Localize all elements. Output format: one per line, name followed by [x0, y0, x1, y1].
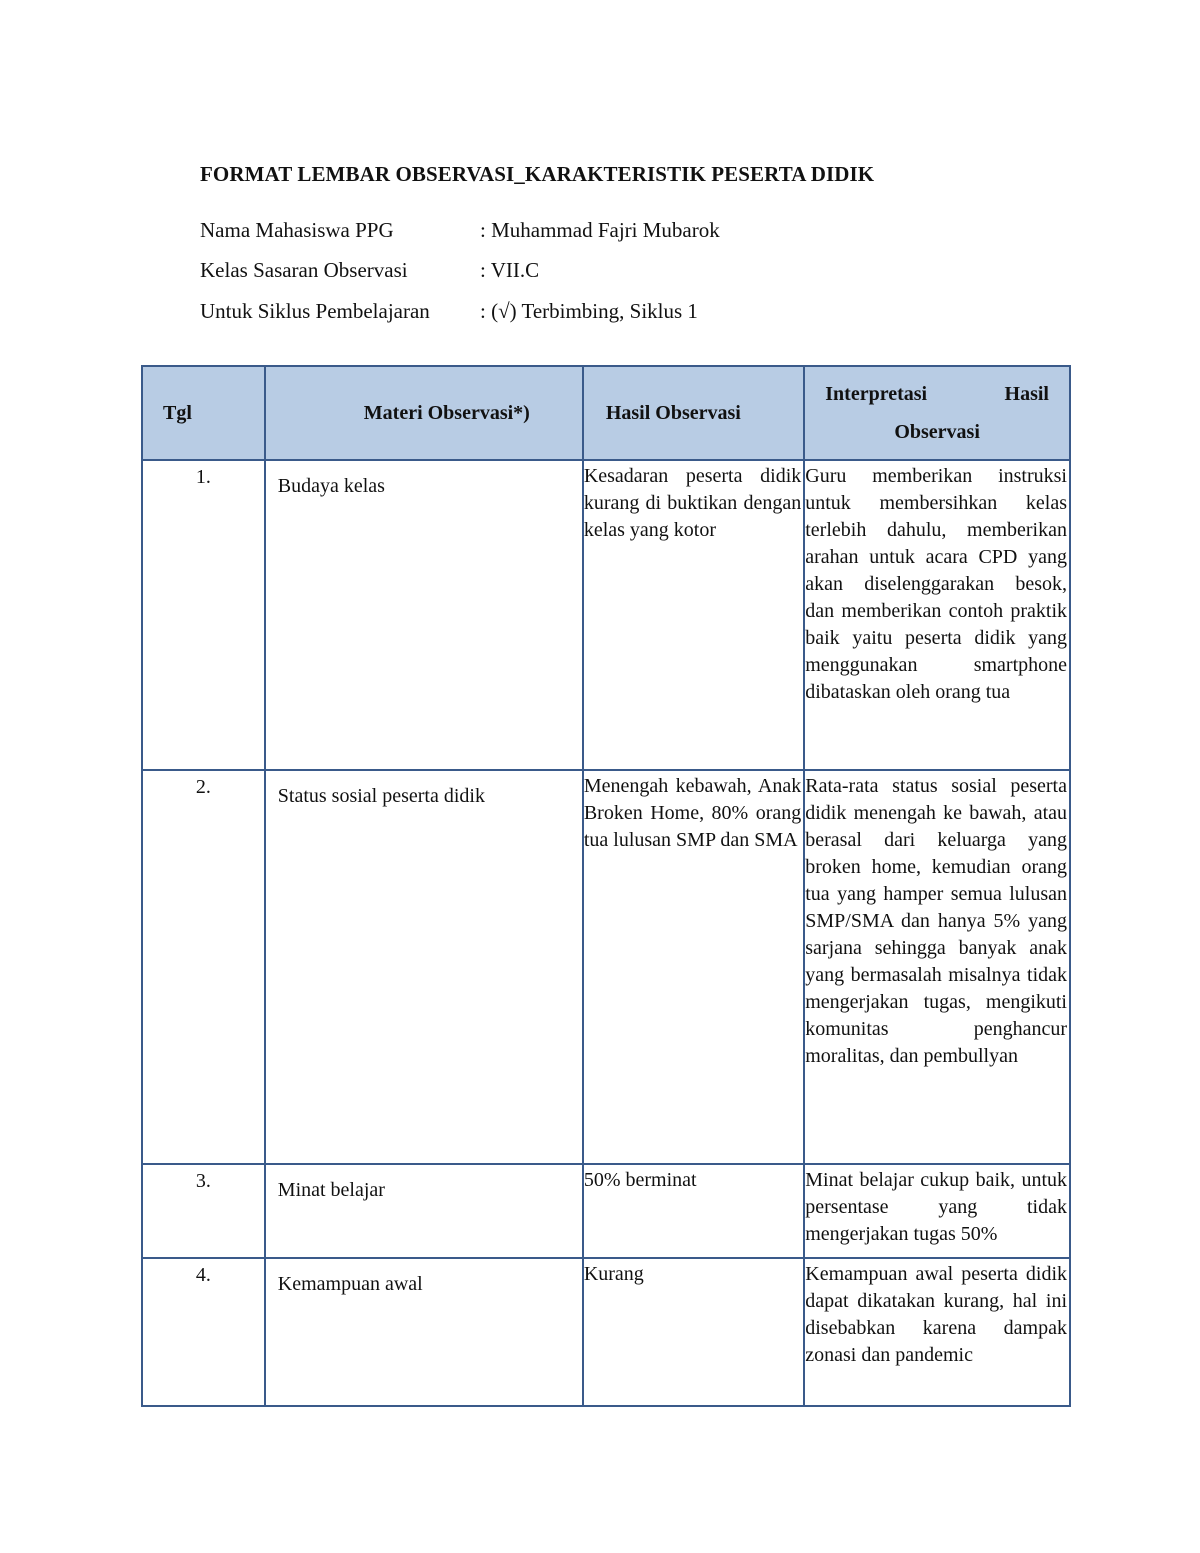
- info-value: : (√) Terbimbing, Siklus 1: [480, 299, 698, 323]
- row-hasil: Kurang: [583, 1258, 804, 1406]
- table-header-row: [142, 366, 1070, 460]
- header-materi: Materi Observasi*): [265, 366, 583, 460]
- header-tgl: Tgl: [142, 366, 265, 460]
- row-number: 3.: [142, 1164, 265, 1258]
- table-row: [142, 1258, 1070, 1406]
- row-hasil: Menengah kebawah, Anak Broken Home, 80% orang tua lulusan SMP dan SMA: [583, 770, 804, 1164]
- info-label: Untuk Siklus Pembelajaran: [200, 299, 430, 323]
- row-hasil: Kesadaran peserta didik kurang di buktikan dengan kelas yang kotor: [583, 460, 804, 770]
- row-materi: Budaya kelas: [265, 460, 583, 770]
- row-hasil: 50% berminat: [583, 1164, 804, 1258]
- row-materi: Status sosial peserta didik: [265, 770, 583, 1164]
- info-label: Kelas Sasaran Observasi: [200, 258, 408, 282]
- row-materi: Kemampuan awal: [265, 1258, 583, 1406]
- row-number: 1.: [142, 460, 265, 770]
- row-number: 4.: [142, 1258, 265, 1406]
- row-interpretasi: Kemampuan awal peserta didik dapat dikatakan kurang, hal ini disebabkan karena dampak zonasi dan pandemic: [804, 1258, 1070, 1406]
- info-value: : VII.C: [480, 258, 540, 282]
- row-interpretasi: Minat belajar cukup baik, untuk persentase yang tidak mengerjakan tugas 50%: [804, 1164, 1070, 1258]
- document-title: FORMAT LEMBAR OBSERVASI_KARAKTERISTIK PESERTA DIDIK: [200, 162, 875, 186]
- info-value: : Muhammad Fajri Mubarok: [480, 218, 720, 242]
- row-interpretasi: Guru memberikan instruksi untuk membersihkan kelas terlebih dahulu, memberikan arahan untuk acara CPD yang akan diselenggarakan besok, dan memberikan contoh praktik baik yaitu peserta didik yang menggunakan smartphone dibataskan oleh orang tua: [804, 460, 1070, 770]
- table-row: [142, 460, 1070, 770]
- table-row: [142, 770, 1070, 1164]
- row-interpretasi: Rata-rata status sosial peserta didik menengah ke bawah, atau berasal dari keluarga yang broken home, kemudian orang tua yang hamper semua lulusan SMP/SMA dan hanya 5% yang sarjana sehingga banyak anak yang bermasalah misalnya tidak mengerjakan tugas, mengikuti komunitas penghancur moralitas, dan pembullyan: [804, 770, 1070, 1164]
- observation-table: [141, 365, 1071, 1407]
- header-hasil: Hasil Observasi: [583, 366, 804, 460]
- header-interpretasi: Interpretasi Hasil Observasi: [804, 366, 1070, 460]
- table-row: [142, 1164, 1070, 1258]
- info-label: Nama Mahasiswa PPG: [200, 218, 394, 242]
- row-number: 2.: [142, 770, 265, 1164]
- row-materi: Minat belajar: [265, 1164, 583, 1258]
